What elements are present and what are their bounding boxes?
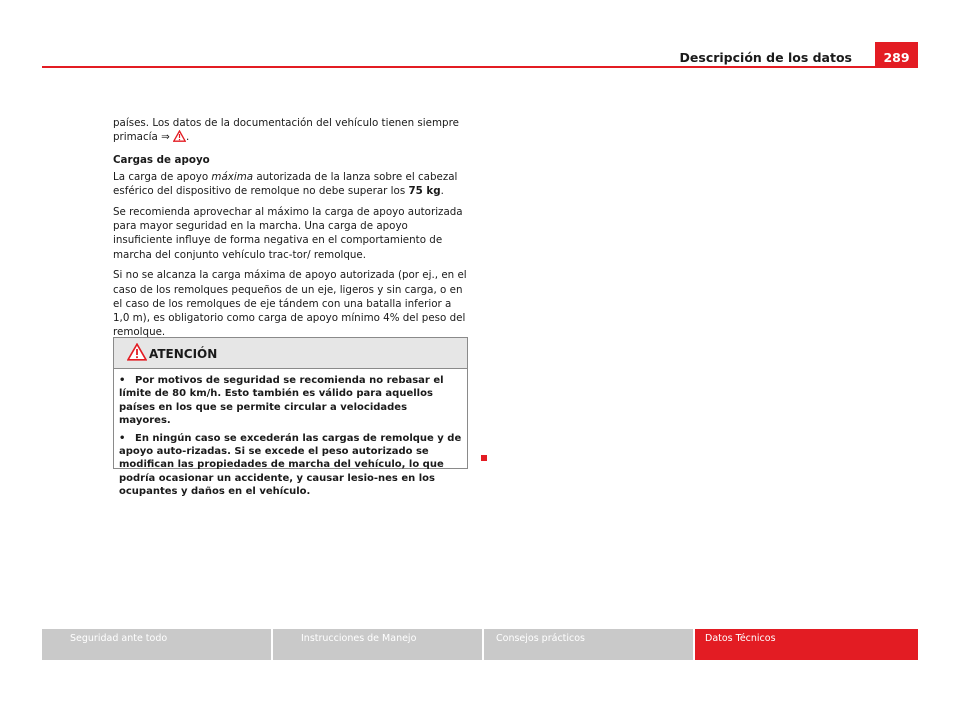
section-title: Descripción de los datos [679,50,852,65]
warning-item-text: En ningún caso se excederán las cargas de remolque y de apoyo auto-rizadas. Si se excede el peso autorizado se modifican las propiedades de marcha del vehículo, lo que podría ocasionar un accidente, y causar lesio-nes en los ocupantes y daños en el vehículo. [119,432,462,498]
tab-seguridad[interactable]: Seguridad ante todo [42,629,271,660]
emphasis-max: máxima [211,171,254,184]
warning-item-text: Por motivos de seguridad se recomienda no rebasar el límite de 80 km/h. Esto también es válido para aquellos países en los que se permite circular a velocidades mayores. [119,375,444,427]
paragraph-max-load-a: La carga de apoyo [113,171,212,184]
warning-title: ATENCIÓN [149,347,218,361]
load-value: 75 kg [408,185,441,198]
section-end-marker [481,455,487,461]
bullet: • [119,375,126,386]
warning-item [119,432,462,499]
body-text [113,116,469,346]
warning-box [113,337,468,498]
warning-item [119,374,462,428]
page-number-badge: 289 [875,42,918,67]
paragraph-intro [113,116,469,146]
section-heading: Cargas de apoyo [113,153,210,166]
paragraph-recommendation: Se recomienda aprovechar al máximo la carga de apoyo autorizada para mayor seguridad en la marcha. Una carga de apoyo insuficiente influye de forma negativa en el comportamiento de marcha del conjunto vehículo trac-tor/ remolque. [113,206,463,261]
warning-body [114,369,467,499]
tab-datos-tecnicos[interactable]: Datos Técnicos [695,629,918,660]
paragraph-max-load [113,170,469,198]
warning-header [114,338,467,369]
chapter-tab-bar [42,629,918,660]
bullet: • [119,432,126,444]
tab-consejos[interactable]: Consejos prácticos [484,629,693,660]
paragraph-max-load-c: . [440,185,444,198]
header-divider [42,66,918,68]
warning-triangle-icon [127,343,147,365]
paragraph-max-load-b: autorizada de la lanza sobre el cabezal esférico del dispositivo de remolque no debe superar los [113,171,458,198]
paragraph-intro-text: países. Los datos de la documentación del vehículo tienen siempre primacía ⇒ [113,117,459,144]
paragraph-minimum-load: Si no se alcanza la carga máxima de apoyo autorizada (por ej., en el caso de los remolques pequeños de un eje, ligeros y sin carga, o en el caso de los remolques de eje tándem con una batalla inferior a 1,0 m), es obligatorio como carga de apoyo mínimo 4% del peso del remolque. [113,269,467,339]
paragraph-intro-end: . [185,131,190,144]
warning-triangle-icon [173,130,186,146]
tab-instrucciones[interactable]: Instrucciones de Manejo [273,629,482,660]
